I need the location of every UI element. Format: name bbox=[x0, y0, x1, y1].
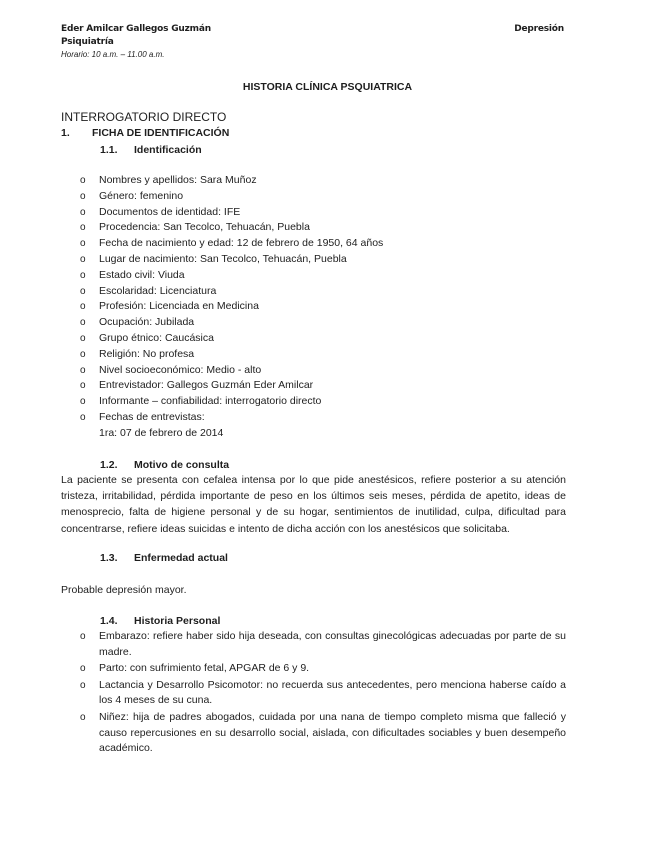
subsection-1-2-heading bbox=[100, 459, 229, 471]
bullet-icon: o bbox=[80, 679, 86, 691]
subsection-1-3-number: 1.3. bbox=[100, 552, 118, 564]
list-item: o Estado civil: Viuda bbox=[80, 268, 566, 284]
list-item: o Profesión: Licenciada en Medicina bbox=[80, 299, 566, 315]
list-item: o Parto: con sufrimiento fetal, APGAR de 6 y 9. bbox=[80, 661, 566, 677]
bullet-icon: o bbox=[80, 348, 86, 360]
subsection-1-1-title: Identificación bbox=[134, 144, 202, 156]
bullet-icon: o bbox=[80, 190, 86, 202]
list-item: o Fechas de entrevistas: bbox=[80, 410, 566, 426]
subsection-1-3-title: Enfermedad actual bbox=[134, 552, 228, 564]
fecha-entrevista: 1ra: 07 de febrero de 2014 bbox=[99, 426, 224, 439]
subsection-1-2-title: Motivo de consulta bbox=[134, 459, 230, 471]
bullet-icon: o bbox=[80, 238, 86, 250]
header-hours: Horario: 10 a.m. – 11.00 a.m. bbox=[61, 50, 165, 59]
list-item: o Entrevistador: Gallegos Guzmán Eder Amilcar bbox=[80, 378, 566, 394]
list-item: o Embarazo: refiere haber sido hija deseada, con consultas ginecológicas adecuadas por parte de su madre. bbox=[80, 630, 566, 658]
bullet-icon: o bbox=[80, 711, 86, 723]
bullet-icon: o bbox=[80, 175, 86, 186]
bullet-icon: o bbox=[80, 253, 86, 265]
list-item: o Niñez: hija de padres abogados, cuidada por una nana de tiempo completo misma que falleció y causo repercusiones en su desarrollo social, aislada, con dificultades sociables y buen desempeño académico. bbox=[80, 710, 566, 755]
subsection-1-4-heading bbox=[100, 615, 220, 627]
bullet-icon: o bbox=[80, 285, 86, 297]
list-item: o Informante – confiabilidad: interrogatorio directo bbox=[80, 394, 566, 410]
list-item: o Ocupación: Jubilada bbox=[80, 315, 566, 331]
list-item: o Religión: No profesa bbox=[80, 347, 566, 363]
bullet-icon: o bbox=[80, 631, 86, 642]
subsection-1-2-number: 1.2. bbox=[100, 459, 118, 471]
list-item: o Género: femenino bbox=[80, 189, 566, 205]
motivo-paragraph: La paciente se presenta con cefalea intensa por lo que pide anestésicos, refiere posterior a su atención tristeza, irritabilidad, pérdida importante de peso en los últimos seis meses, pérdida de apetito, ideas de menosprecio, falta de higiene personal y de su hogar, sentimientos de inutilidad, culpa, dificultad para concentrarse, refiere ideas suicidas e intento de dicha acción con los anestésicos que solicitaba. bbox=[61, 474, 566, 535]
bullet-icon: o bbox=[80, 222, 86, 234]
bullet-icon: o bbox=[80, 663, 86, 675]
subsection-1-4-number: 1.4. bbox=[100, 615, 118, 627]
interrogatorio-heading: INTERROGATORIO DIRECTO bbox=[61, 110, 227, 124]
bullet-icon: o bbox=[80, 301, 86, 313]
subsection-1-4-title: Historia Personal bbox=[134, 615, 221, 627]
list-item: o Procedencia: San Tecolco, Tehuacán, Puebla bbox=[80, 220, 566, 236]
section-1-number: 1. bbox=[61, 127, 70, 139]
bullet-icon: o bbox=[80, 332, 86, 344]
section-1-heading bbox=[61, 127, 229, 139]
list-item: o Lactancia y Desarrollo Psicomotor: no recuerda sus antecedentes, pero menciona haberse caído a los 4 meses de su cuna. bbox=[80, 678, 566, 707]
historia-list bbox=[80, 629, 566, 758]
header-topic: Depresión bbox=[514, 24, 564, 34]
list-item-continuation bbox=[80, 426, 566, 442]
subsection-1-3-heading bbox=[100, 552, 228, 564]
header-author: Eder Amilcar Gallegos Guzmán bbox=[61, 24, 211, 34]
subsection-1-1-heading bbox=[100, 144, 202, 156]
list-item: o Nivel socioeconómico: Medio - alto bbox=[80, 363, 566, 379]
subsection-1-1-number: 1.1. bbox=[100, 144, 118, 156]
list-item: o Escolaridad: Licenciatura bbox=[80, 284, 566, 300]
bullet-icon: o bbox=[80, 317, 86, 329]
bullet-icon: o bbox=[80, 206, 86, 218]
bullet-icon: o bbox=[80, 269, 86, 281]
list-item: o Fecha de nacimiento y edad: 12 de febrero de 1950, 64 años bbox=[80, 236, 566, 252]
bullet-icon: o bbox=[80, 411, 86, 423]
list-item: o Documentos de identidad: IFE bbox=[80, 205, 566, 221]
enfermedad-paragraph: Probable depresión mayor. bbox=[61, 584, 187, 596]
bullet-icon: o bbox=[80, 396, 86, 408]
identificacion-list bbox=[80, 173, 566, 442]
list-item: o Grupo étnico: Caucásica bbox=[80, 331, 566, 347]
bullet-icon: o bbox=[80, 380, 86, 392]
list-item: o Nombres y apellidos: Sara Muñoz bbox=[80, 173, 566, 189]
header-department: Psiquiatría bbox=[61, 37, 114, 47]
bullet-icon: o bbox=[80, 364, 86, 376]
section-1-title: FICHA DE IDENTIFICACIÓN bbox=[92, 127, 230, 139]
document-title: HISTORIA CLÍNICA PSQUIATRICA bbox=[242, 81, 413, 93]
list-item: o Lugar de nacimiento: San Tecolco, Tehuacán, Puebla bbox=[80, 252, 566, 268]
